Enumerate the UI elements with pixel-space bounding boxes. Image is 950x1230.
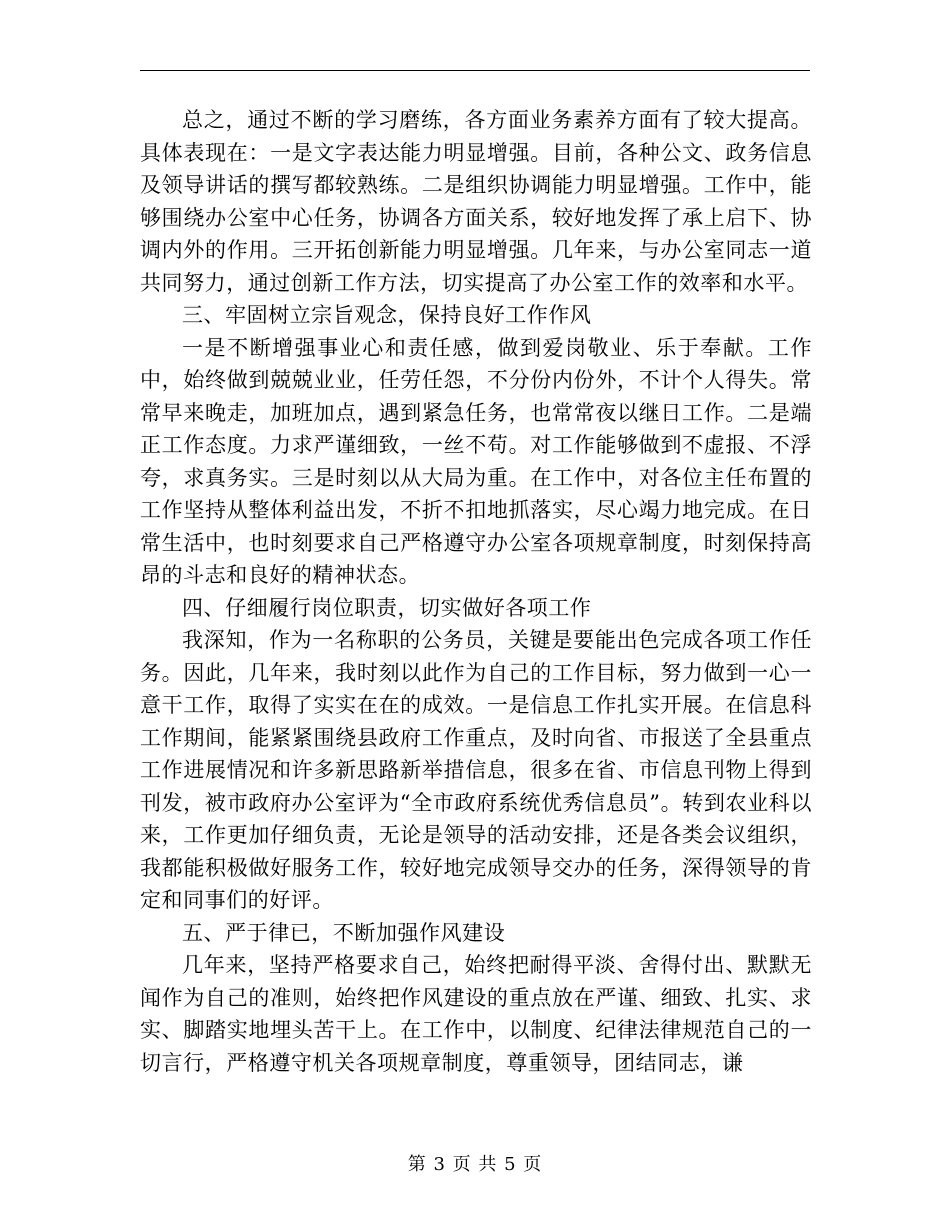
document-body <box>140 104 812 1079</box>
paragraph-summary: 总之，通过不断的学习磨练，各方面业务素养方面有了较大提高。具体表现在：一是文字表达能力明显增强。目前，各种公文、政务信息及领导讲话的撰写都较熟练。二是组织协调能力明显增强。工作中，能够围绕办公室中心任务，协调各方面关系，较好地发挥了承上启下、协调内外的作用。三开拓创新能力明显增强。几年来，与办公室同志一道共同努力，通过创新工作方法，切实提高了办公室工作的效率和水平。 <box>140 108 812 295</box>
section-heading-3: 三、牢固树立宗旨观念，保持良好工作作风 <box>182 303 592 327</box>
paragraph-self-discipline: 几年来，坚持严格要求自己，始终把耐得平淡、舍得付出、默默无闻作为自己的准则，始终把作风建设的重点放在严谨、细致、扎实、求实、脚踏实地埋头苦干上。在工作中，以制度、纪律法律规范自己的一切言行，严格遵守机关各项规章制度，尊重领导，团结同志，谦 <box>140 953 812 1075</box>
section-heading-4: 四、仔细履行岗位职责，切实做好各项工作 <box>182 595 592 620</box>
section-heading-5: 五、严于律已，不断加强作风建设 <box>182 920 506 945</box>
header-rule <box>140 70 810 71</box>
paragraph-duties: 我深知，作为一名称职的公务员，关键是要能出色完成各项工作任务。因此，几年来，我时刻以此作为自己的工作目标，努力做到一心一意干工作，取得了实实在在的成效。一是信息工作扎实开展。在信息科工作期间，能紧紧围绕县政府工作重点，及时向省、市报送了全县重点工作进展情况和许多新思路新举措信息，很多在省、市信息刊物上得到刊发，被市政府办公室评为“全市政府系统优秀信息员”。转到农业科以来，工作更加仔细负责，无论是领导的活动安排，还是各类会议组织，我都能积极做好服务工作，较好地完成领导交办的任务，深得领导的肯定和同事们的好评。 <box>140 628 812 912</box>
paragraph-work-style: 一是不断增强事业心和责任感，做到爱岗敬业、乐于奉献。工作中，始终做到兢兢业业，任劳任怨，不分份内份外，不计个人得失。常常早来晚走，加班加点，遇到紧急任务，也常常夜以继日工作。二是端正工作态度。力求严谨细致，一丝不苟。对工作能够做到不虚报、不浮夸，求真务实。三是时刻以从大局为重。在工作中，对各位主任布置的工作坚持从整体利益出发，不折不扣地抓落实，尽心竭力地完成。在日常生活中，也时刻要求自己严格遵守办公室各项规章制度，时刻保持高昂的斗志和良好的精神状态。 <box>140 335 812 587</box>
page-number: 第 3 页 共 5 页 <box>407 1154 543 1175</box>
